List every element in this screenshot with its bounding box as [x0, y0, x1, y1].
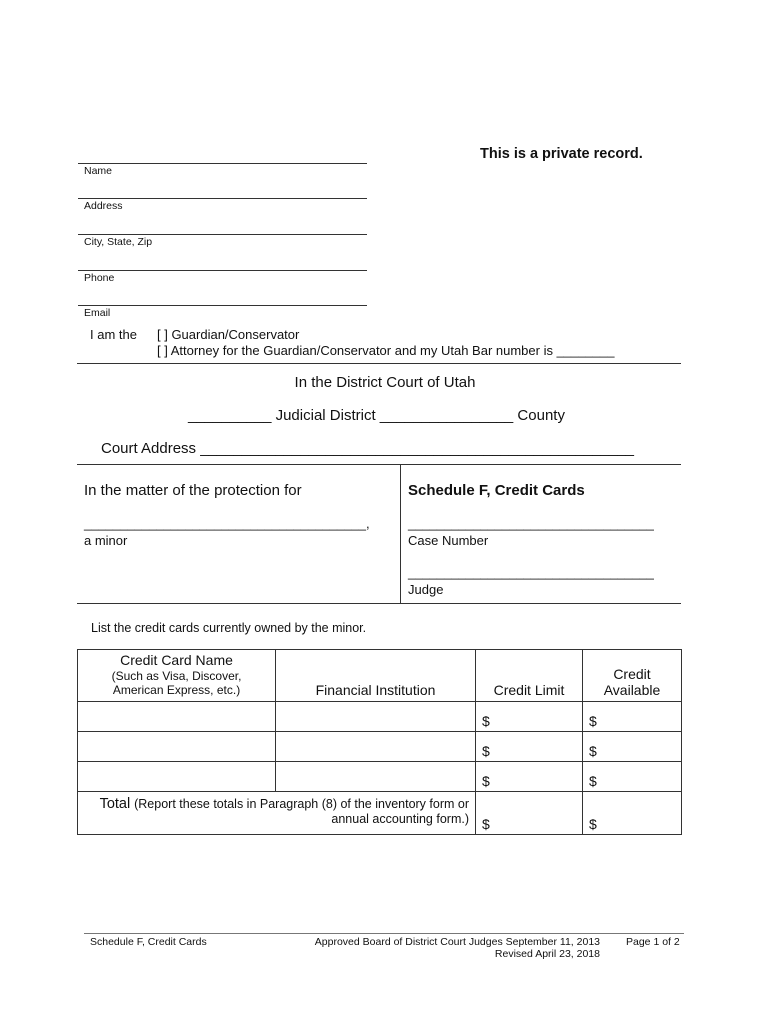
total-limit-cell[interactable] — [476, 792, 583, 835]
footer-revised: Revised April 23, 2018 — [494, 948, 600, 960]
col-credit-available — [583, 650, 682, 702]
divider-case-top — [77, 464, 681, 465]
col1-sub-2: American Express, etc.) — [112, 683, 241, 697]
court-address-line[interactable]: Court Address ____________________________________________________ — [101, 440, 635, 457]
case-number-label: Case Number — [408, 533, 489, 548]
col4-title-2: Available — [603, 682, 661, 698]
footer-approval — [300, 936, 600, 960]
col1-title: Credit Card Name — [120, 652, 233, 668]
total-row — [78, 792, 682, 835]
available-cell[interactable] — [583, 762, 682, 792]
dollar-sign: $ — [589, 773, 597, 789]
footer-form-name: Schedule F, Credit Cards — [90, 936, 207, 948]
dollar-sign: $ — [482, 816, 490, 832]
institution-cell[interactable] — [276, 732, 476, 762]
court-title: In the District Court of Utah — [294, 374, 476, 391]
col1-sub-1: (Such as Visa, Discover, — [111, 669, 242, 683]
table-header-row — [78, 650, 682, 702]
i-am-the-label: I am the — [90, 327, 137, 342]
total-available-cell[interactable] — [583, 792, 682, 835]
dollar-sign: $ — [482, 743, 490, 759]
judicial-district-line[interactable]: __________ Judicial District ________________ County — [188, 407, 565, 424]
footer-rule — [84, 933, 684, 934]
minor-label: a minor — [84, 533, 128, 548]
limit-cell[interactable] — [476, 702, 583, 732]
attorney-checkbox-option[interactable]: [ ] Attorney for the Guardian/Conservator and my Utah Bar number is ________ — [157, 343, 615, 358]
document-title: Schedule F, Credit Cards — [408, 482, 585, 499]
case-number-blank[interactable]: __________________________________ — [408, 516, 654, 531]
col-financial-institution — [276, 650, 476, 702]
table-row — [78, 702, 682, 732]
table-row — [78, 732, 682, 762]
email-line[interactable] — [78, 305, 367, 306]
total-note-2: annual accounting form.) — [331, 812, 469, 826]
institution-cell[interactable] — [276, 702, 476, 732]
col2-title: Financial Institution — [315, 682, 436, 698]
col4-title-1: Credit — [613, 666, 651, 682]
card-name-cell[interactable] — [78, 702, 276, 732]
institution-cell[interactable] — [276, 762, 476, 792]
limit-cell[interactable] — [476, 732, 583, 762]
name-line[interactable] — [78, 163, 367, 164]
minor-name-blank[interactable]: _______________________________________, — [84, 516, 370, 531]
email-label: Email — [84, 307, 111, 319]
total-label-cell — [78, 792, 476, 835]
name-label: Name — [84, 165, 113, 177]
footer-approved: Approved Board of District Court Judges September 11, 2013 — [314, 936, 600, 948]
judge-blank[interactable]: __________________________________ — [408, 565, 654, 580]
total-note-1: (Report these totals in Paragraph (8) of the inventory form or — [134, 797, 469, 811]
card-name-cell[interactable] — [78, 762, 276, 792]
city-state-zip-line[interactable] — [78, 234, 367, 235]
judge-label: Judge — [408, 582, 444, 597]
matter-label: In the matter of the protection for — [84, 482, 302, 499]
address-label: Address — [84, 200, 123, 212]
divider-case-bottom — [77, 603, 681, 604]
dollar-sign: $ — [589, 713, 597, 729]
col-credit-limit — [476, 650, 583, 702]
limit-cell[interactable] — [476, 762, 583, 792]
col-credit-card-name — [78, 650, 276, 702]
phone-label: Phone — [84, 272, 115, 284]
card-name-cell[interactable] — [78, 732, 276, 762]
total-word: Total — [99, 796, 131, 812]
dollar-sign: $ — [482, 713, 490, 729]
dollar-sign: $ — [589, 743, 597, 759]
address-line[interactable] — [78, 198, 367, 199]
table-row — [78, 762, 682, 792]
guardian-checkbox-option[interactable]: [ ] Guardian/Conservator — [157, 327, 300, 342]
case-divider-vertical — [400, 464, 401, 603]
dollar-sign: $ — [482, 773, 490, 789]
col3-title: Credit Limit — [493, 682, 565, 698]
instruction-text: List the credit cards currently owned by the minor. — [91, 621, 367, 635]
credit-card-table — [77, 649, 682, 835]
available-cell[interactable] — [583, 702, 682, 732]
phone-line[interactable] — [78, 270, 367, 271]
private-record-notice: This is a private record. — [480, 146, 643, 162]
available-cell[interactable] — [583, 732, 682, 762]
city-state-zip-label: City, State, Zip — [84, 236, 153, 248]
dollar-sign: $ — [589, 816, 597, 832]
footer-page-number: Page 1 of 2 — [626, 936, 680, 948]
divider-top — [77, 363, 681, 364]
